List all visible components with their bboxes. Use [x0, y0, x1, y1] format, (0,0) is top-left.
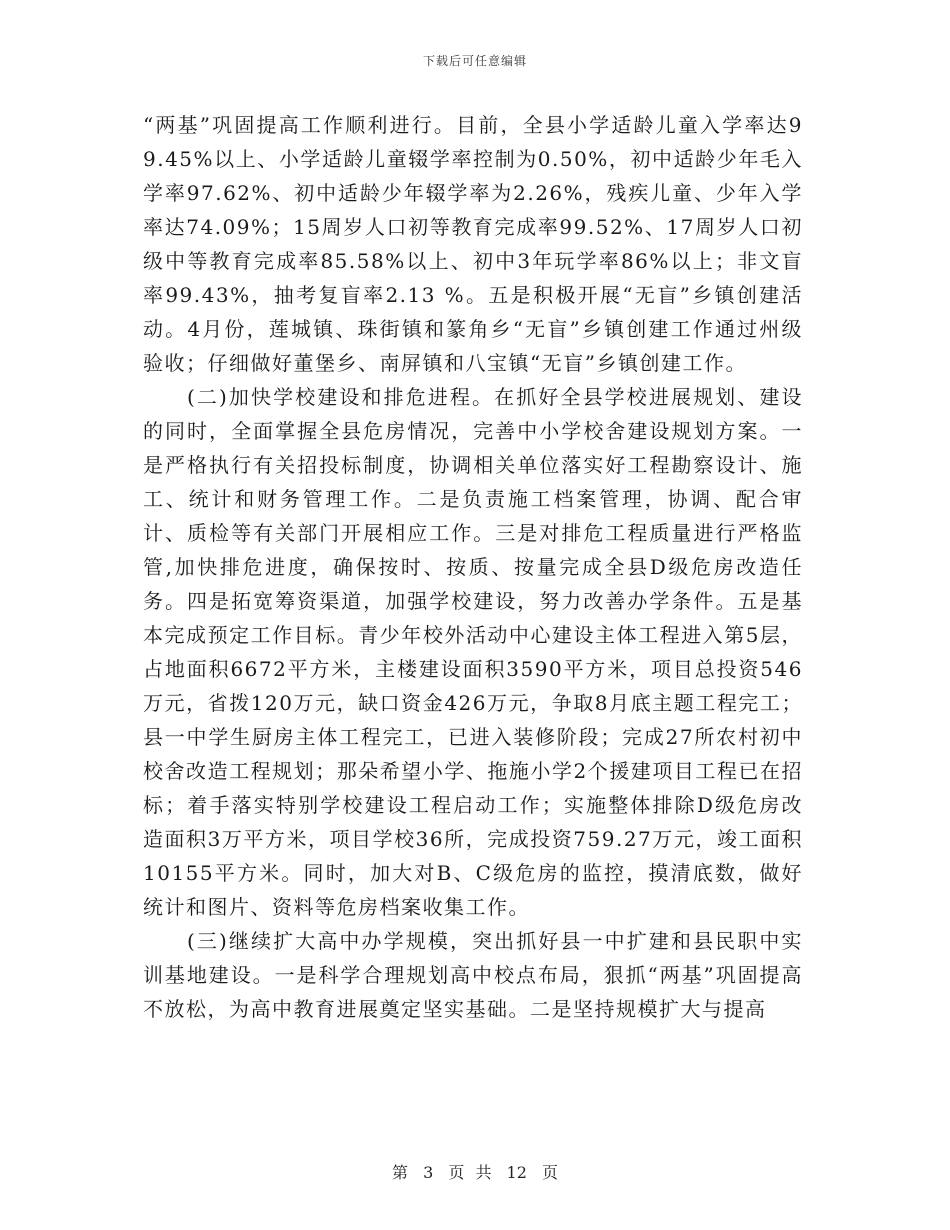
footer-prefix: 第: [391, 1163, 408, 1182]
body-text: [143, 108, 803, 1026]
paragraph-3: (三)继续扩大高中办学规模，突出抓好县一中扩建和县民职中实训基地建设。一是科学合理规划高中校点布局，狠抓“两基”巩固提高不放松，为高中教育进展奠定坚实基础。二是坚持规模扩大与提高: [143, 929, 803, 1021]
footer-current-page: 3: [423, 1163, 434, 1182]
paragraph-2: (二)加快学校建设和排危进程。在抓好全县学校进展规划、建设的同时，全面掌握全县危房情况，完善中小学校舍建设规划方案。一是严格执行有关招投标制度，协调相关单位落实好工程勘察设计、施工、统计和财务管理工作。二是负责施工档案管理，协调、配合审计、质检等有关部门开展相应工作。三是对排危工程质量进行严格监管,加快排危进度，确保按时、按质、按量完成全县D级危房改造任务。四是拓宽筹资渠道，加强学校建设，努力改善办学条件。五是基本完成预定工作目标。青少年校外活动中心建设主体工程进入第5层，占地面积6672平方米，主楼建设面积3590平方米，项目总投资546万元，省拨120万元，缺口资金426万元，争取8月底主题工程完工；县一中学生厨房主体工程完工，已进入装修阶段；完成27所农村初中校舍改造工程规划；那朵希望小学、拖施小学2个援建项目工程已在招标；着手落实特别学校建设工程启动工作；实施整体排除D级危房改造面积3万平方米，项目学校36所，完成投资759.27万元，竣工面积10155平方米。同时，加大对B、C级危房的监控，摸清底数，做好统计和图片、资料等危房档案收集工作。: [143, 385, 803, 919]
paragraph-1: “两基”巩固提高工作顺利进行。目前，全县小学适龄儿童入学率达99.45%以上、小学适龄儿童辍学率控制为0.50%，初中适龄少年毛入学率97.62%、初中适龄少年辍学率为2.26%，残疾儿童、少年入学率达74.09%；15周岁人口初等教育完成率99.52%、17周岁人口初级中等教育完成率85.58%以上、初中3年玩学率86%以上；非文盲率99.43%，抽考复盲率2.13 %。五是积极开展“无盲”乡镇创建活动。4月份，莲城镇、珠街镇和篆角乡“无盲”乡镇创建工作通过州级验收；仔细做好董堡乡、南屏镇和八宝镇“无盲”乡镇创建工作。: [143, 113, 803, 375]
footer-suffix: 页: [542, 1163, 559, 1182]
footer-middle: 页 共: [448, 1163, 492, 1182]
page-footer: [0, 1160, 950, 1183]
footer-total-pages: 12: [506, 1163, 527, 1182]
page-header: 下载后可任意编辑: [422, 54, 527, 68]
